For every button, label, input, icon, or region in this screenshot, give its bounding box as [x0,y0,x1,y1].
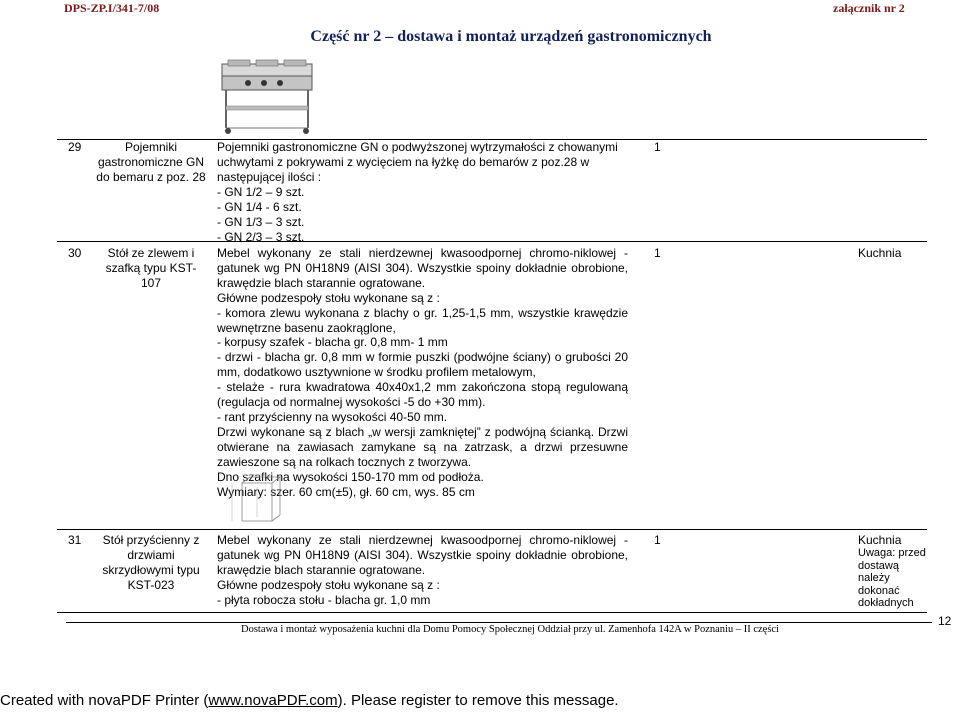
novapdf-watermark [0,692,619,709]
page-title: Część nr 2 – dostawa i montaż urządzeń gastronomicznych [310,28,712,45]
desc-line: Drzwi wykonane są z blach „w wersji zamkniętej” z podwójną ścianką. Drzwi otwierane na zawiasach zamykane są na zatrzask, a drzwi przesuwne zawieszone są na rolkach tocznych z tworzywa. [217,424,628,469]
novapdf-link[interactable]: www.novaPDF.com [208,692,338,709]
desc-line: Główne podzespoły stołu wykonane są z : [217,577,440,592]
footer-rule [66,622,932,623]
row-30-name: Stół ze zlewem i szafką typu KST-107 [105,246,197,290]
desc-line: - GN 1/2 – 9 szt. [217,185,305,199]
row-31-name: Stół przyścienny z drzwiami skrzydłowymi typu KST-023 [102,533,200,592]
desc-line: - stelaże - rura kwadratowa 40x40x1,2 mm zakończona stopą regulowaną (regulacja od normalnej wysokości -5 do +30 mm). [217,380,628,410]
desc-line: Dno szafki na wysokości 150-170 mm od podłoża. [217,469,484,484]
row-30-quantity: 1 [654,246,661,260]
desc-line: - płyta robocza stołu - blacha gr. 1,0 mm [217,592,431,607]
row-29-quantity: 1 [654,140,661,154]
desc-line: - komora zlewu wykonana z blachy o gr. 1,25-1,5 mm, wszystkie krawędzie wewnętrzne basenu zaokrąglone, [217,305,628,335]
desc-line: - rant przyścienny na wysokości 40-50 mm. [217,409,448,424]
row-30-description [217,246,628,499]
attachment-label: załącznik nr 2 [833,1,905,15]
row-29-name: Pojemniki gastronomiczne GN do bemaru z poz. 28 [96,140,206,184]
bemar-product-image [218,58,318,138]
desc-line: Mebel wykonany ze stali nierdzewnej kwasoodpornej chromo-niklowej - gatunek wg PN 0H18N9 (AISI 304). Wszystkie spoiny dokładnie obrobione, krawędzie blach starannie ogratowane. [217,533,628,577]
cabinet-drawing-image [226,473,290,525]
row-30-place: Kuchnia [858,246,902,260]
table-row-divider [57,529,927,530]
note-line: dostawą [858,559,899,572]
note-line: dokonać [858,584,900,597]
row-29-number: 29 [68,140,82,154]
page-footer: Dostawa i montaż wyposażenia kuchni dla Domu Pomocy Społecznej Oddział przy ul. Zamenhofa 142A w Poznaniu – II części [241,624,779,635]
watermark-suffix: ). Please register to remove this message. [337,692,619,709]
desc-line: - korpusy szafek - blacha gr. 0,8 mm- 1 mm [217,335,448,350]
row-29-description [217,140,637,245]
desc-line: - GN 2/3 – 3 szt. [217,230,305,244]
desc-line: Główne podzespoły stołu wykonane są z : [217,290,440,305]
desc-line: Wymiary: szer. 60 cm(±5), gł. 60 cm, wys. 85 cm [217,484,475,499]
row-31-place: Kuchnia [858,533,902,547]
row-31-description [217,533,628,608]
row-31-note [858,547,926,610]
table-bottom-border [57,612,927,613]
page-number: 12 [938,614,952,628]
row-31-quantity: 1 [654,533,661,547]
desc-line: - drzwi - blacha gr. 0,8 mm w formie puszki (podwójne ściany) o grubości 20 mm, dodatkowo usztywnione w środku profilem metalowym, [217,350,628,380]
note-line: należy [858,572,890,584]
watermark-prefix: Created with novaPDF Printer ( [0,692,209,709]
row-30-number: 30 [68,246,82,260]
document-reference: DPS-ZP.I/341-7/08 [64,1,160,15]
desc-line: - GN 1/3 – 3 szt. [217,215,305,229]
desc-line: - GN 1/4 - 6 szt. [217,200,302,214]
note-line: dokładnych [858,597,914,609]
desc-line: Mebel wykonany ze stali nierdzewnej kwasoodpornej chromo-niklowej - gatunek wg PN 0H18N9 (AISI 304). Wszystkie spoiny dokładnie obrobione, krawędzie blach starannie ogratowane. [217,246,628,290]
row-31-number: 31 [68,533,82,547]
note-line: Uwaga: przed [858,547,926,559]
desc-line: Pojemniki gastronomiczne GN o podwyższonej wytrzymałości z chowanymi uchwytami z pokrywami z wycięciem na łyżkę do bemarów z poz.28 w następującej ilości : [217,140,618,184]
